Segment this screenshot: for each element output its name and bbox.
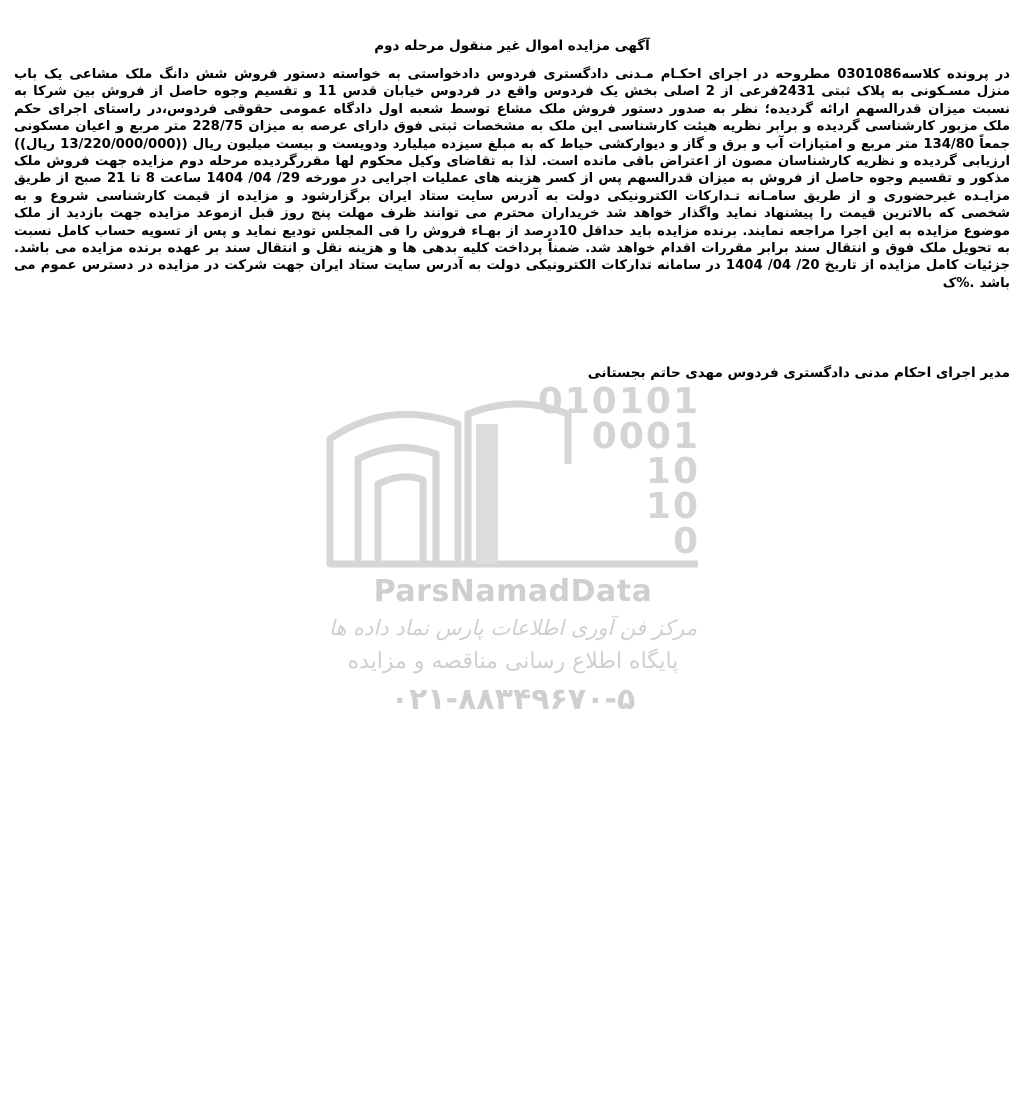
signature-line: مدیر اجرای احکام مدنی دادگستری فردوس مهدی حاتم بجستانی [587,365,1010,381]
watermark [318,381,708,734]
watermark-tagline: پایگاه اطلاع رسانی مناقصه و مزایده [347,649,679,674]
watermark-subtitle: مرکز فن آوری اطلاعات پارس نماد داده ها [328,616,698,640]
watermark-binary: 010101 0001 10 10 0 [537,381,700,562]
notice-title: آگهی مزایده اموال غیر منقول مرحله دوم [374,38,650,54]
notice-body: در پرونده کلاسه0301086 مطروحه در اجرای احکـام مـدنی دادگستری فردوس دادخواستی به خواسته دستور فروش شش دانگ ملک مشاعی یک باب منزل مسـکونی به پلاک ثبتی 2431فرعی از 2 اصلی بخش یک فردوس واقع در فردوس خیابان قدس 11 و تقسیم وجوه حاصل از فروش بین شرکا به نسبت میزان قدرالسهم ارائه گردیده؛ نظر به صدور دستور فروش ملک مشاع توسط شعبه اول دادگاه عمومی حقوقی فردوس،در راستای اجرای حکم ملک مزبور کارشناسی گردیده و برابر نظریه هیئت کارشناسی این ملک به مشخصات ثبتی فوق دارای عرصه به میزان 228/75 متر مربع و اعیان مسکونی جمعاً 134/80 متر مربع و امتیازات آب و برق و گاز و دیوارکشی حیاط که به مبلغ سیزده میلیارد ودویست و بیست میلیون ریال ((13/220/000/000 ریال)) ارزیابی گردیده و نظریه کارشناسان مصون از اعتراض باقی مانده است. لذا به تقاضای وکیل محکوم لها مقررگردیده مرحله دوم مزایده جهت فروش ملک مذکور و تقسیم وجوه حاصل از فروش به میزان قدرالسهم پس از کسر هزینه های عملیات اجرایی در مورخه 29/ 04/ 1404 ساعت 8 تا 21 صبح از طریق مزایـده غیرحضوری و از طریق سامـانه تـدارکات الکترونیکی دولت به آدرس سایت ستاد ایران برگزارشود و مزایده از قیمت کارشناسی شروع و به شخصی که بالاترین قیمت را پیشنهاد نماید واگذار خواهد شد خریداران محترم می توانند ظرف مهلت پنج روز قبل ازموعد مزایده جهت بازدید از ملک موضوع مزایده به این اجرا مراجعه نمایند. برنده مزایده باید حداقل 10درصد از بهـاء فروش را فی المجلس تودیع نماید و پس از تسویه حساب کامل نسبت به تحویل ملک فوق و انتقال سند برابر مقررات اقدام خواهد شد. ضمناً پرداخت کلیه بدهی ها و هزینه نقل و انتقال سند بر عهده برنده مزایده می باشد. جزئیات کامل مزایده از تاریخ 20/ 04/ 1404 در سامانه تدارکات الکترونیکی دولت به آدرس سایت ستاد ایران جهت شرکت در مزایده در دسترس عموم می باشد .%ک [14,67,1010,291]
watermark-brand: ParsNamadData [373,574,653,609]
watermark-phone: ۰۲۱-۸۸۳۴۹۶۷۰-۵ [390,682,636,717]
